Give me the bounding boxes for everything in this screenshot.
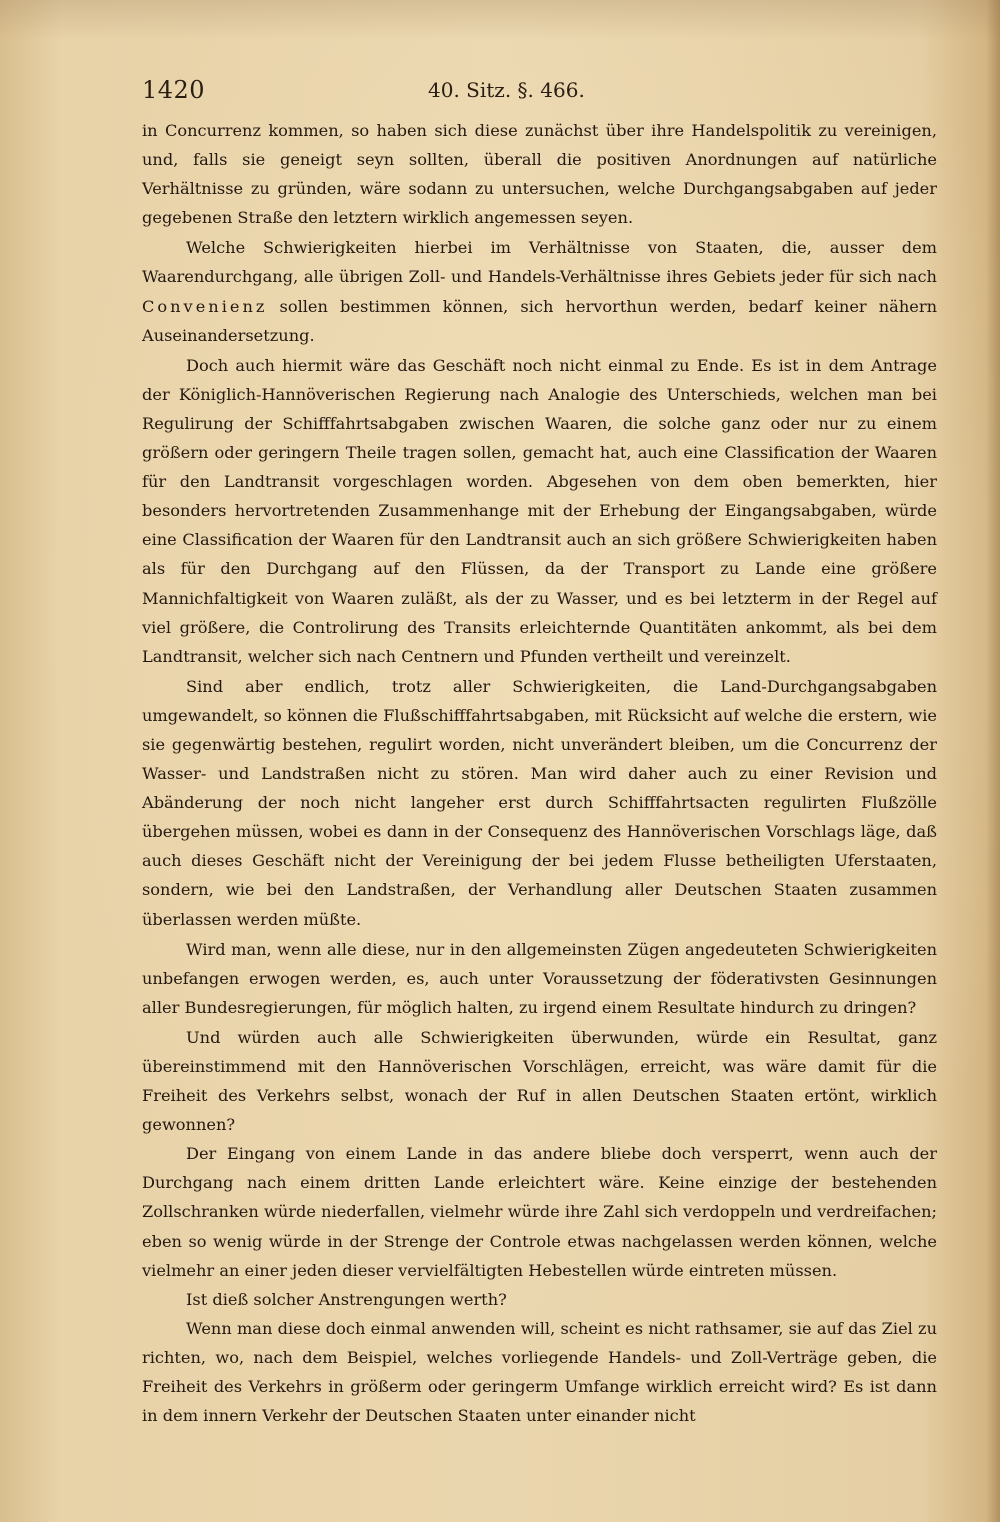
paragraph-7: Der Eingang von einem Lande in das andere bliebe doch versperrt, wenn auch der Durchgang nach einem dritten Lande erleichtert wäre. Keine einzige der bestehenden Zollschranken würde niederfallen, vielmehr würde ihre Zahl sich verdoppeln und verdreifachen; eben so wenig würde in der Strenge der Controle etwas nachgelassen werden können, welche vielmehr an einer jeden dieser vervielfältigten Hebestellen würde eintreten müssen. bbox=[142, 1144, 937, 1280]
paragraph-1: in Concurrenz kommen, so haben sich diese zunächst über ihre Handelspolitik zu vereinigen, und, falls sie geneigt seyn sollten, überall die positiven Anordnungen auf natürliche Verhältnisse zu gründen, wäre sodann zu untersuchen, welche Durchgangsabgaben auf jeder gegebenen Straße den letztern wirklich angemessen seyen. bbox=[142, 121, 937, 228]
paragraph-2-spaced-word: Convenienz bbox=[142, 296, 268, 316]
paragraph-4: Sind aber endlich, trotz aller Schwierigkeiten, die Land-Durchgangsabgaben umgewandelt, so können die Flußschifffahrtsabgaben, mit Rücksicht auf welche die erstern, wie sie gegenwärtig bestehen, regulirt worden, nicht unverändert bleiben, um die Concurrenz der Wasser- und Landstraßen nicht zu stören. Man wird daher auch zu einer Revision und Abänderung der noch nicht langeher erst durch Schifffahrtsacten regulirten Flußzölle übergehen müssen, wobei es dann in der Consequenz des Hannöverischen Vorschlags läge, daß auch dieses Geschäft nicht der Vereinigung der bei jedem Flusse betheiligten Uferstaaten, sondern, wie bei den Landstraßen, der Verhandlung aller Deutschen Staaten zusammen überlassen werden müßte. bbox=[142, 676, 937, 929]
paragraph-2-text-after: sollen bestimmen können, sich hervorthun werden, bedarf keiner nähern Auseinandersetzung. bbox=[142, 296, 937, 345]
paragraph-2 bbox=[142, 233, 937, 349]
paragraph-8: Ist dieß solcher Anstrengungen werth? bbox=[186, 1289, 507, 1309]
page-number: 1420 bbox=[142, 76, 206, 104]
paragraph-6: Und würden auch alle Schwierigkeiten überwunden, würde ein Resultat, ganz übereinstimmend mit den Hannöverischen Vorschlägen, erreicht, was wäre damit für die Freiheit des Verkehrs selbst, wonach der Ruf in allen Deutschen Staaten ertönt, wirklich gewonnen? bbox=[142, 1027, 937, 1135]
body-text bbox=[142, 116, 937, 1430]
paragraph-3: Doch auch hiermit wäre das Geschäft noch nicht einmal zu Ende. Es ist in dem Antrage der Königlich-Hannöverischen Regierung nach Analogie des Unterschieds, welchen man bei Regulirung der Schifffahrtsabgaben zwischen Waaren, die solche ganz oder nur zu einem größern oder geringern Theile tragen sollen, gemacht hat, auch eine Classification der Waaren für den Landtransit vorgeschlagen worden. Abgesehen von dem oben bemerkten, hier besonders hervortretenden Zusammenhange mit der Erhebung der Eingangsabgaben, würde eine Classification der Waaren für den Landtransit auch an sich größere Schwierigkeiten haben als für den Durchgang auf den Flüssen, da der Transport zu Lande eine größere Mannichfaltigkeit von Waaren zuläßt, als der zu Wasser, und es bei letzterm in der Regel auf viel größere, die Controlirung des Transits erleichternde Quantitäten ankommt, als bei dem Landtransit, welcher sich nach Centnern und Pfunden vertheilt und vereinzelt. bbox=[142, 355, 937, 666]
paragraph-5: Wird man, wenn alle diese, nur in den allgemeinsten Zügen angedeuteten Schwierigkeiten unbefangen erwogen werden, es, auch unter Voraussetzung der föderativsten Gesinnungen aller Bundesregierungen, für möglich halten, zu irgend einem Resultate hindurch zu dringen? bbox=[142, 939, 937, 1017]
page-header bbox=[142, 76, 936, 108]
paragraph-9: Wenn man diese doch einmal anwenden will, scheint es nicht rathsamer, sie auf das Ziel zu richten, wo, nach dem Beispiel, welches vorliegende Handels- und Zoll-Verträge geben, die Freiheit des Verkehrs in größerm oder geringerm Umfange wirklich erreicht wird? Es ist dann in dem innern Verkehr der Deutschen Staaten unter einander nicht bbox=[142, 1318, 937, 1426]
paragraph-2-text-before: Welche Schwierigkeiten hierbei im Verhältnisse von Staaten, die, ausser dem Waarendurchgang, alle übrigen Zoll- und Handels-Verhältnisse ihres Gebiets jeder für sich nach bbox=[142, 238, 937, 287]
running-head: 40. Sitz. §. 466. bbox=[428, 78, 585, 102]
